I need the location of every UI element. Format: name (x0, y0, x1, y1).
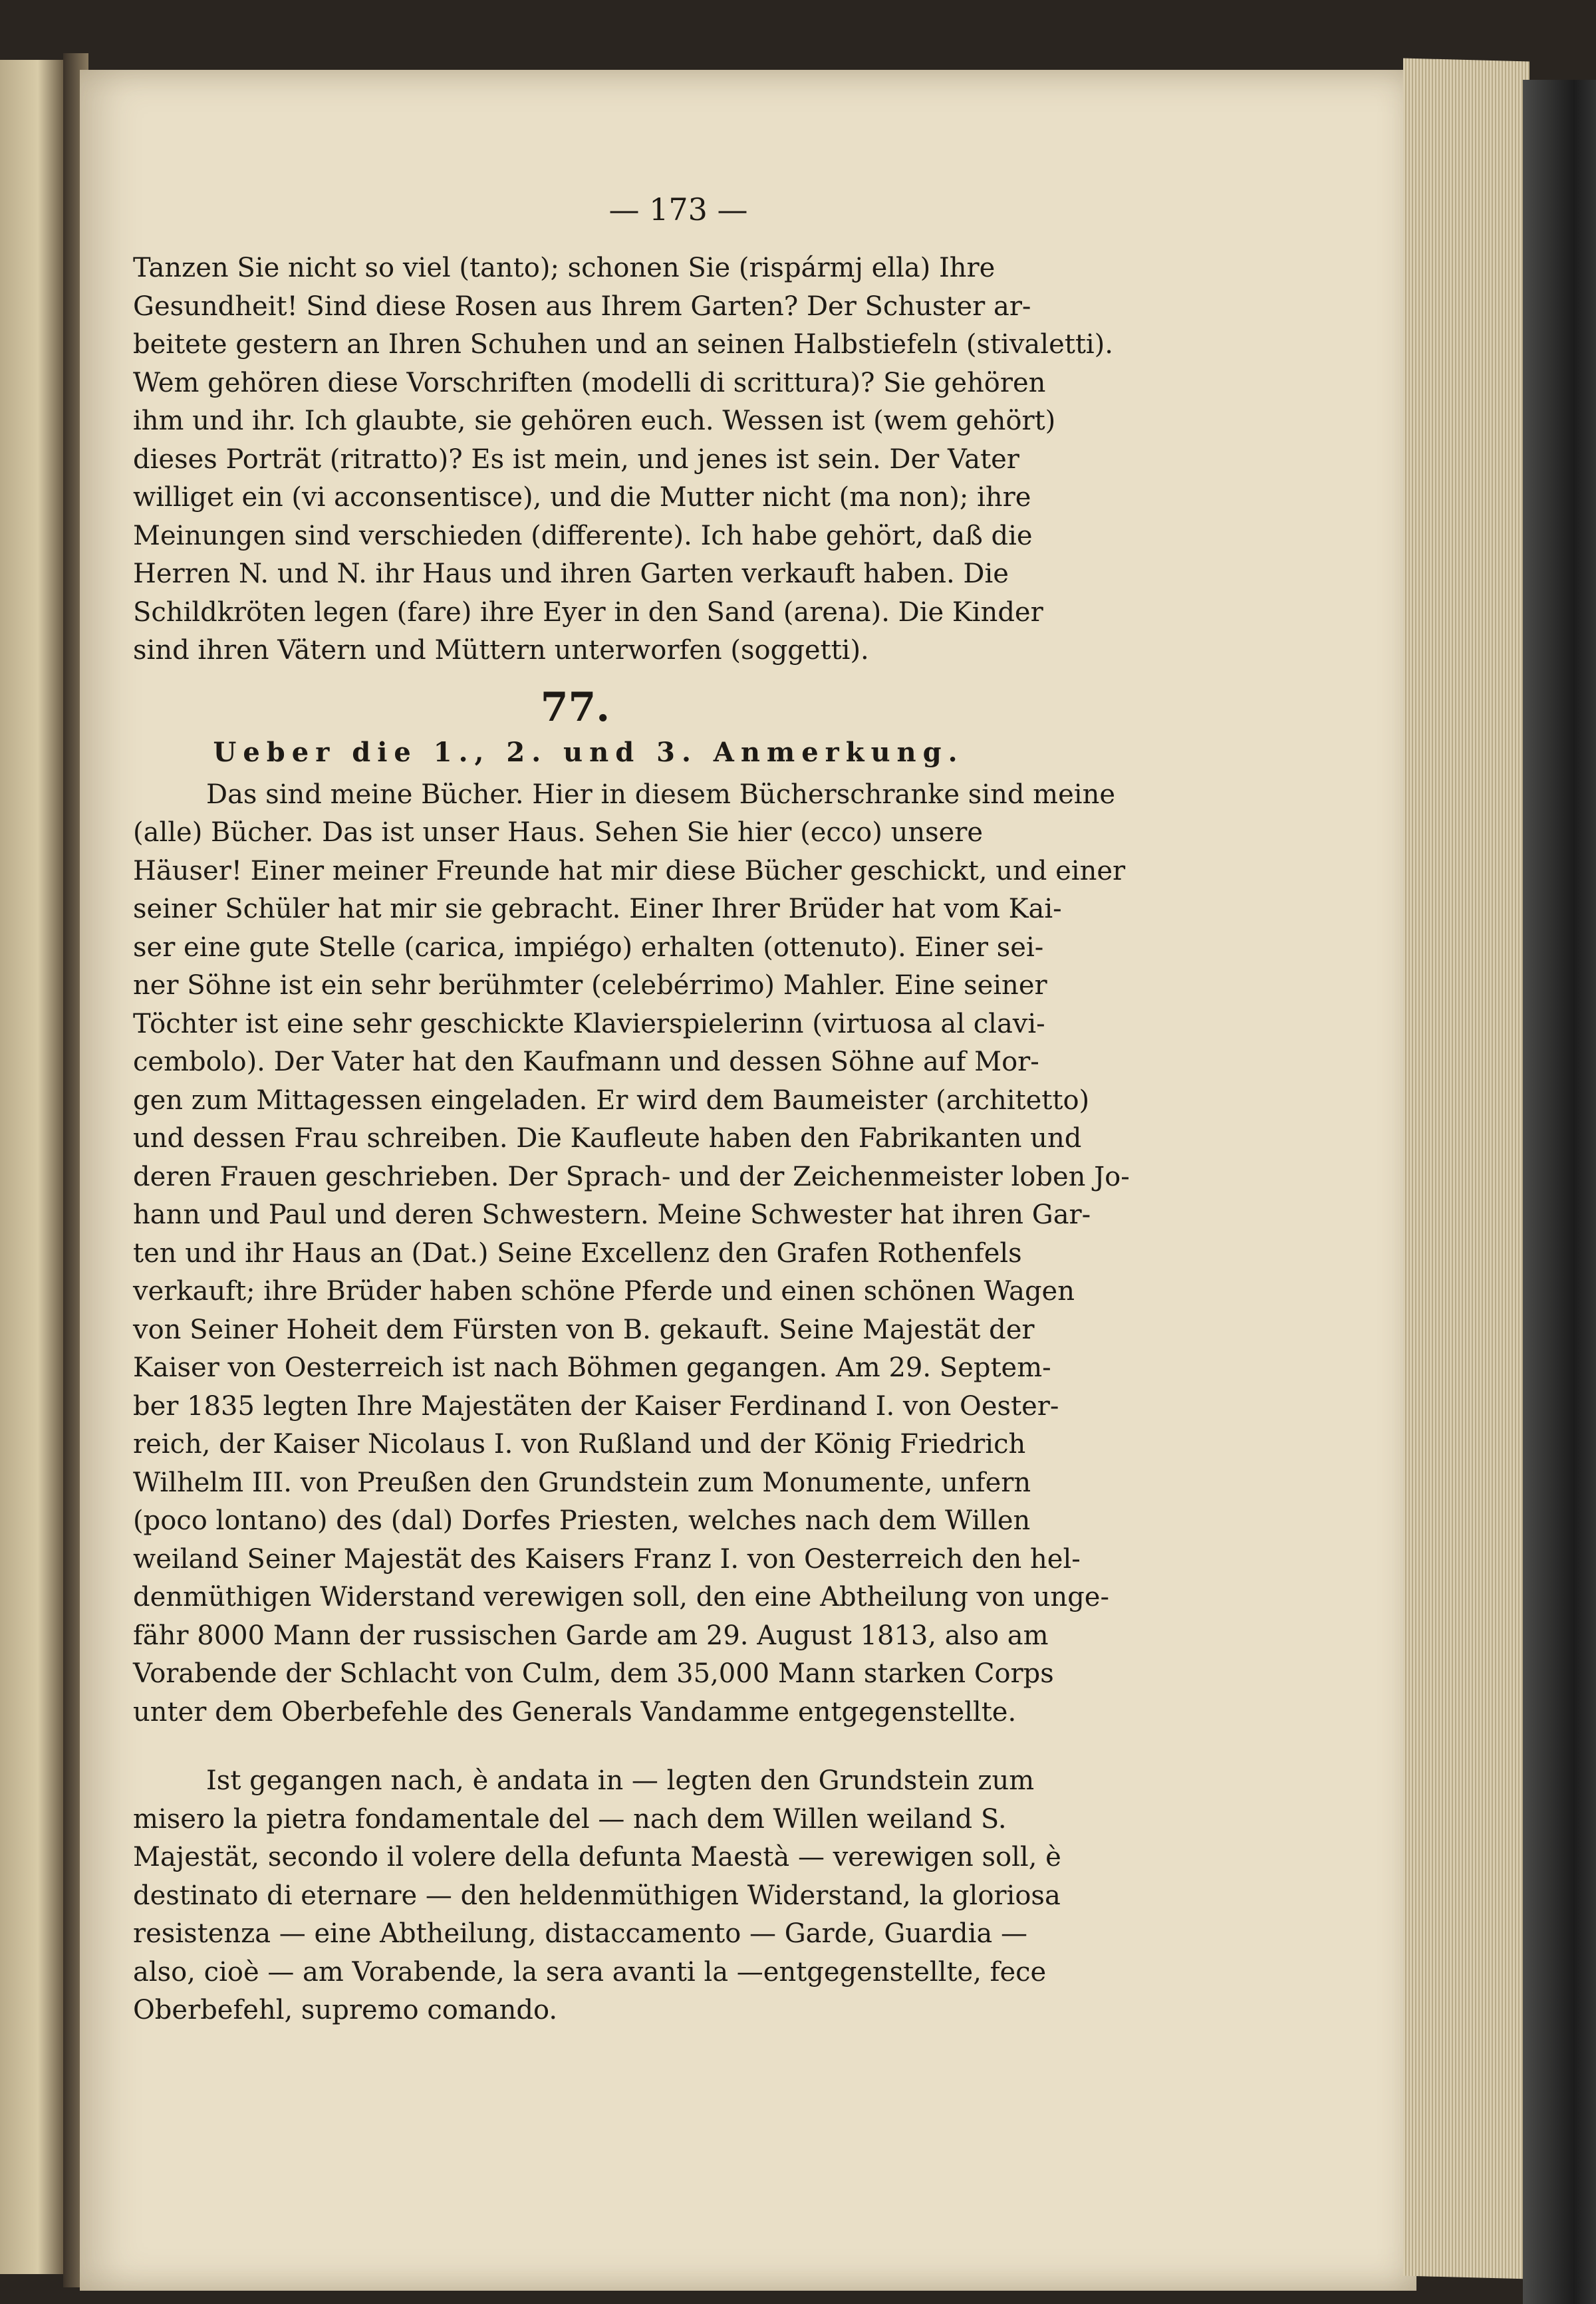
page-text (133, 249, 1230, 2030)
text-line: weiland Seiner Majestät des Kaisers Franz I. von Oesterreich den hel- (133, 1543, 1081, 1575)
text-line: Schildkröten legen (fare) ihre Eyer in den Sand (arena). Die Kinder (133, 596, 1043, 628)
text-line: Töchter ist eine sehr geschickte Klavierspielerinn (virtuosa al clavi- (133, 1008, 1045, 1039)
text-line: und dessen Frau schreiben. Die Kaufleute haben den Fabrikanten und (133, 1123, 1082, 1154)
text-line: Herren N. und N. ihr Haus und ihren Garten verkauft haben. Die (133, 559, 1009, 589)
text-line: destinato di eternare — den heldenmüthigen Widerstand, la gloriosa (133, 1880, 1061, 1911)
text-line: Ist gegangen nach, è andata in — legten den Grundstein zum (206, 1765, 1035, 1796)
text-line: ser eine gute Stelle (carica, impiégo) erhalten (ottenuto). Einer sei- (133, 932, 1044, 963)
text-line: resistenza — eine Abtheilung, distaccamento — Garde, Guardia — (133, 1918, 1027, 1949)
text-line: Oberbefehl, supremo comando. (133, 1995, 558, 2025)
page-number-header: — 173 — (608, 192, 748, 227)
text-line: ten und ihr Haus an (Dat.) Seine Excellenz den Grafen Rothenfels (133, 1237, 1022, 1269)
section-number: 77. (540, 684, 610, 731)
text-line: sind ihren Vätern und Müttern unterworfen (soggetti). (133, 635, 869, 666)
text-line: fähr 8000 Mann der russischen Garde am 29. August 1813, also am (133, 1620, 1049, 1651)
text-line: reich, der Kaiser Nicolaus I. von Rußland und der König Friedrich (133, 1429, 1026, 1460)
book-cover (1523, 80, 1596, 2304)
text-line: misero la pietra fondamentale del — nach dem Willen weiland S. (133, 1803, 1007, 1835)
glossary-paragraph (133, 1762, 1230, 2030)
text-line: Tanzen Sie nicht so viel (tanto); schonen Sie (rispármj ella) Ihre (133, 253, 996, 283)
text-line: Gesundheit! Sind diese Rosen aus Ihrem Garten? Der Schuster ar- (133, 291, 1031, 322)
text-line: ber 1835 legten Ihre Majestäten der Kaiser Ferdinand I. von Oester- (133, 1390, 1059, 1422)
text-line: hann und Paul und deren Schwestern. Meine Schwester hat ihren Gar- (133, 1200, 1091, 1230)
exercise-paragraph (133, 249, 1230, 670)
text-line: dieses Porträt (ritratto)? Es ist mein, und jenes ist sein. Der Vater (133, 444, 1019, 475)
text-line: (poco lontano) des (dal) Dorfes Priesten, welches nach dem Willen (133, 1505, 1031, 1536)
text-line: von Seiner Hoheit dem Fürsten von B. gekauft. Seine Majestät der (133, 1314, 1035, 1345)
text-line: unter dem Oberbefehle des Generals Vandamme entgegenstellte. (133, 1696, 1017, 1728)
left-page-edge (0, 60, 63, 2274)
text-line: cembolo). Der Vater hat den Kaufmann und dessen Söhne auf Mor- (133, 1047, 1039, 1077)
text-line: seiner Schüler hat mir sie gebracht. Einer Ihrer Brüder hat vom Kai- (133, 894, 1062, 924)
text-line: also, cioè — am Vorabende, la sera avanti la —entgegenstellte, fece (133, 1956, 1047, 1987)
text-line: ner Söhne ist ein sehr berühmter (celebérrimo) Mahler. Eine seiner (133, 970, 1047, 1001)
section-heading: Ueber die 1., 2. und 3. Anmerkung. (213, 737, 964, 768)
text-line: ihm und ihr. Ich glaubte, sie gehören euch. Wessen ist (wem gehört) (133, 406, 1056, 436)
text-line: Majestät, secondo il volere della defunta Maestà — verewigen soll, è (133, 1842, 1061, 1872)
text-line: verkauft; ihre Brüder haben schöne Pferde und einen schönen Wagen (133, 1276, 1075, 1307)
page-edges (1403, 59, 1530, 2279)
section-paragraph (133, 776, 1230, 1732)
text-line: beitete gestern an Ihren Schuhen und an seinen Halbstiefeln (stivaletti). (133, 329, 1114, 360)
text-line: (alle) Bücher. Das ist unser Haus. Sehen Sie hier (ecco) unsere (133, 817, 984, 848)
text-line: Das sind meine Bücher. Hier in diesem Bücherschranke sind meine (206, 779, 1116, 810)
text-line: denmüthigen Widerstand verewigen soll, den eine Abtheilung von unge- (133, 1582, 1109, 1612)
text-line: Häuser! Einer meiner Freunde hat mir diese Bücher geschickt, und einer (133, 855, 1126, 886)
text-line: Meinungen sind verschieden (differente). Ich habe gehört, daß die (133, 520, 1033, 551)
text-line: Wem gehören diese Vorschriften (modelli di scrittura)? Sie gehören (133, 367, 1046, 398)
text-line: deren Frauen geschrieben. Der Sprach- und der Zeichenmeister loben Jo- (133, 1161, 1130, 1192)
text-line: gen zum Mittagessen eingeladen. Er wird dem Baumeister (architetto) (133, 1085, 1090, 1116)
text-line: Kaiser von Oesterreich ist nach Böhmen gegangen. Am 29. Septem- (133, 1352, 1051, 1383)
text-line: Wilhelm III. von Preußen den Grundstein zum Monumente, unfern (133, 1467, 1031, 1498)
text-line: williget ein (vi acconsentisce), und die Mutter nicht (ma non); ihre (133, 482, 1031, 513)
text-line: Vorabende der Schlacht von Culm, dem 35,000 Mann starken Corps (133, 1658, 1054, 1689)
